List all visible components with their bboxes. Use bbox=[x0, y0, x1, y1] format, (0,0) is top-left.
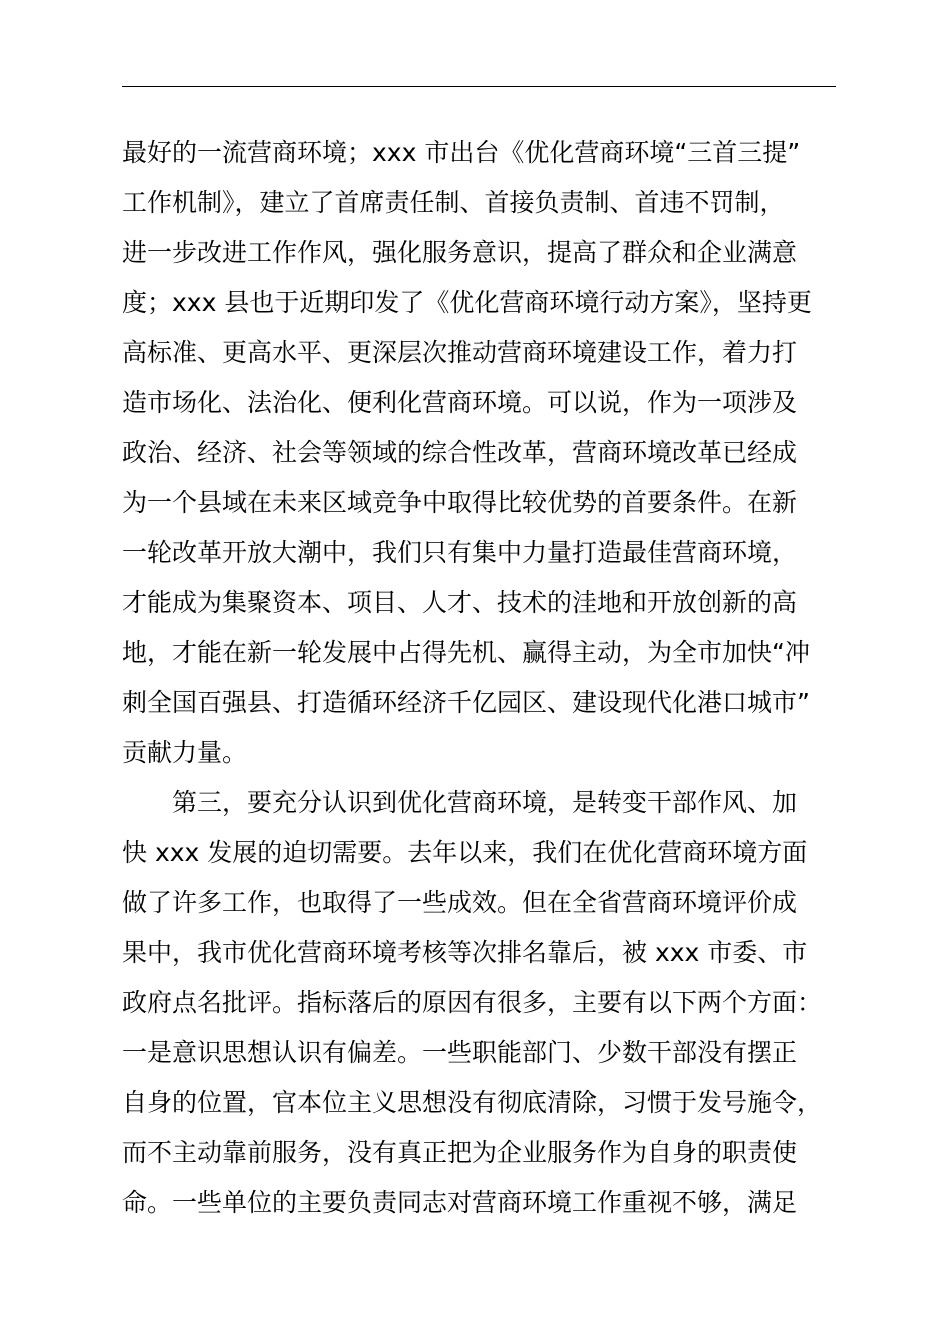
text-line-3: 进一步改进工作作风，强化服务意识，提高了群众和企业满意 bbox=[122, 238, 798, 267]
text-line-17: 果中，我市优化营商环境考核等次排名靠后，被 xxx 市委、市 bbox=[122, 938, 808, 967]
header-rule bbox=[122, 86, 836, 87]
body-text bbox=[122, 128, 862, 1228]
text-line-13: 贡献力量。 bbox=[122, 738, 248, 767]
text-line-19: 一是意识思想认识有偏差。一些职能部门、少数干部没有摆正 bbox=[122, 1038, 798, 1067]
text-line-14: 第三，要充分认识到优化营商环境，是转变干部作风、加 bbox=[172, 788, 798, 817]
text-line-22: 命。一些单位的主要负责同志对营商环境工作重视不够，满足 bbox=[122, 1188, 798, 1217]
text-line-4: 度；xxx 县也于近期印发了《优化营商环境行动方案》，坚持更 bbox=[122, 288, 812, 317]
text-line-5: 高标准、更高水平、更深层次推动营商环境建设工作，着力打 bbox=[122, 338, 798, 367]
text-line-10: 才能成为集聚资本、项目、人才、技术的洼地和开放创新的高 bbox=[122, 588, 798, 617]
text-line-12: 刺全国百强县、打造循环经济千亿园区、建设现代化港口城市” bbox=[122, 688, 810, 717]
text-line-16: 做了许多工作，也取得了一些成效。但在全省营商环境评价成 bbox=[122, 888, 798, 917]
text-line-7: 政治、经济、社会等领域的综合性改革，营商环境改革已经成 bbox=[122, 438, 798, 467]
text-line-6: 造市场化、法治化、便利化营商环境。可以说，作为一项涉及 bbox=[122, 388, 798, 417]
text-line-9: 一轮改革开放大潮中，我们只有集中力量打造最佳营商环境， bbox=[122, 538, 798, 567]
text-line-20: 自身的位置，官本位主义思想没有彻底清除，习惯于发号施令， bbox=[122, 1088, 823, 1117]
text-line-21: 而不主动靠前服务，没有真正把为企业服务作为自身的职责使 bbox=[122, 1138, 798, 1167]
text-line-15: 快 xxx 发展的迫切需要。去年以来，我们在优化营商环境方面 bbox=[122, 838, 808, 867]
text-line-8: 为一个县域在未来区域竞争中取得比较优势的首要条件。在新 bbox=[122, 488, 798, 517]
text-line-1: 最好的一流营商环境；xxx 市出台《优化营商环境“三首三提” bbox=[122, 138, 801, 167]
text-line-2: 工作机制》，建立了首席责任制、首接负责制、首违不罚制， bbox=[122, 188, 785, 217]
text-line-18: 政府点名批评。指标落后的原因有很多，主要有以下两个方面： bbox=[122, 988, 823, 1017]
text-line-11: 地，才能在新一轮发展中占得先机、赢得主动，为全市加快“冲 bbox=[122, 638, 810, 667]
